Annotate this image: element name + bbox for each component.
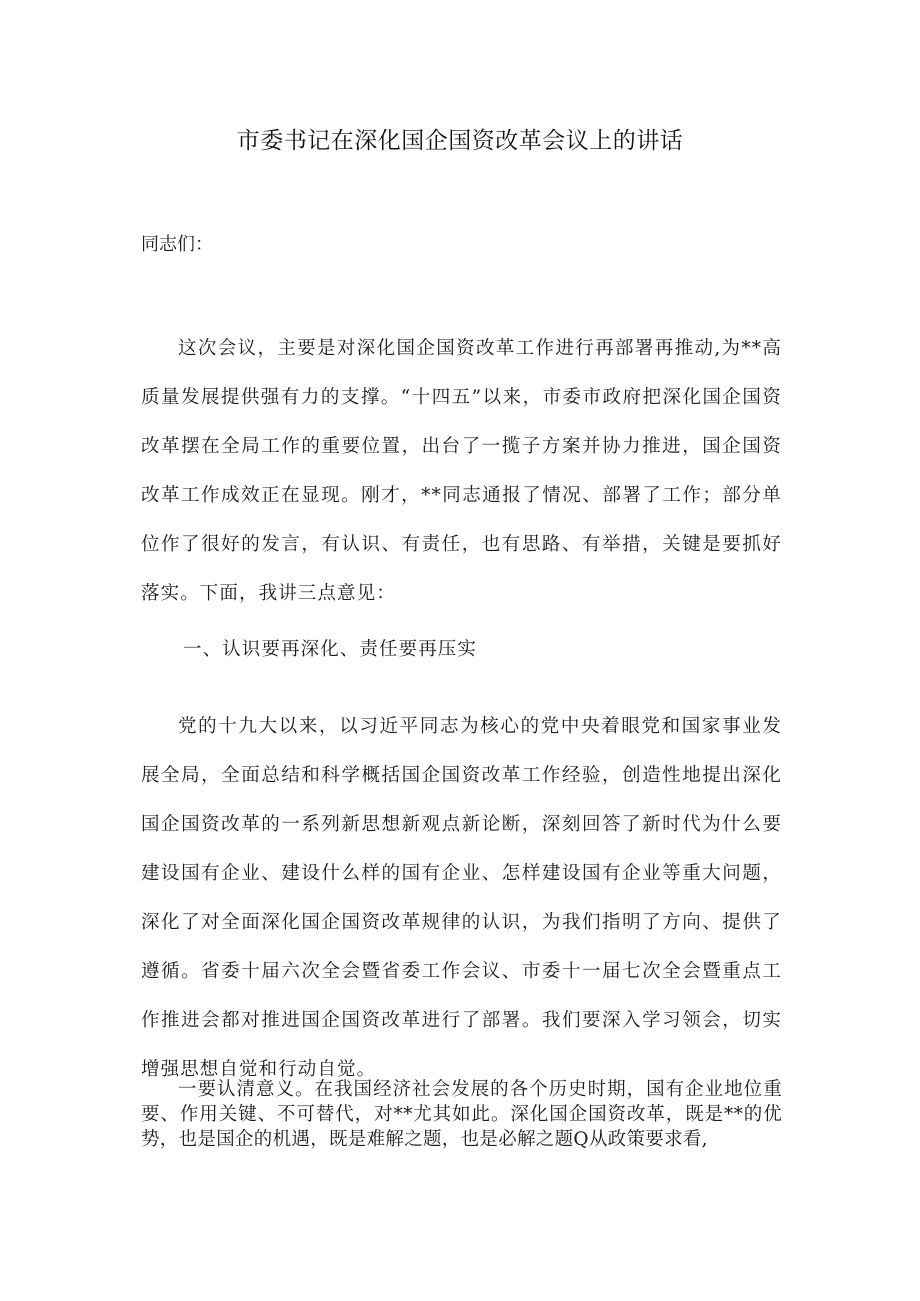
salutation: 同志们： xyxy=(141,234,213,255)
document-title: 市委书记在深化国企国资改革会议上的讲话 xyxy=(236,128,684,154)
paragraph-point-1: 一要认清意义。在我国经济社会发展的各个历史时期，国有企业地位重要、作用关键、不可替代，对**尤其如此。深化国企国资改革，既是**的优势，也是国企的机遇，既是难解之题，也是必解之题Q从政策要求看, xyxy=(141,1079,782,1150)
paragraph-intro: 这次会议，主要是对深化国企国资改革工作进行再部署再推动,为**高质量发展提供强有力的支撑。“十四五”以来，市委市政府把深化国企国资改革摆在全局工作的重要位置，出台了一揽子方案并协力推进，国企国资改革工作成效正在显现。刚才，**同志通报了情况、部署了工作；部分单位作了很好的发言，有认识、有责任，也有思路、有举措，关键是要抓好落实。下面，我讲三点意见： xyxy=(141,338,782,604)
section-heading-1: 一、认识要再深化、责任要再压实 xyxy=(183,639,478,660)
paragraph-section-1: 党的十九大以来，以习近平同志为核心的党中央着眼党和国家事业发展全局，全面总结和科学概括国企国资改革工作经验，创造性地提出深化国企国资改革的一系列新思想新观点新论断，深刻回答了新时代为什么要建设国有企业、建设什么样的国有企业、怎样建设国有企业等重大问题，深化了对全面深化国企国资改革规律的认识，为我们指明了方向、提供了遵循。省委十届六次全会暨省委工作会议、市委十一届七次全会暨重点工作推进会都对推进国企国资改革进行了部署。我们要深入学习领会，切实增强思想自觉和行动自觉。 xyxy=(141,716,782,1080)
